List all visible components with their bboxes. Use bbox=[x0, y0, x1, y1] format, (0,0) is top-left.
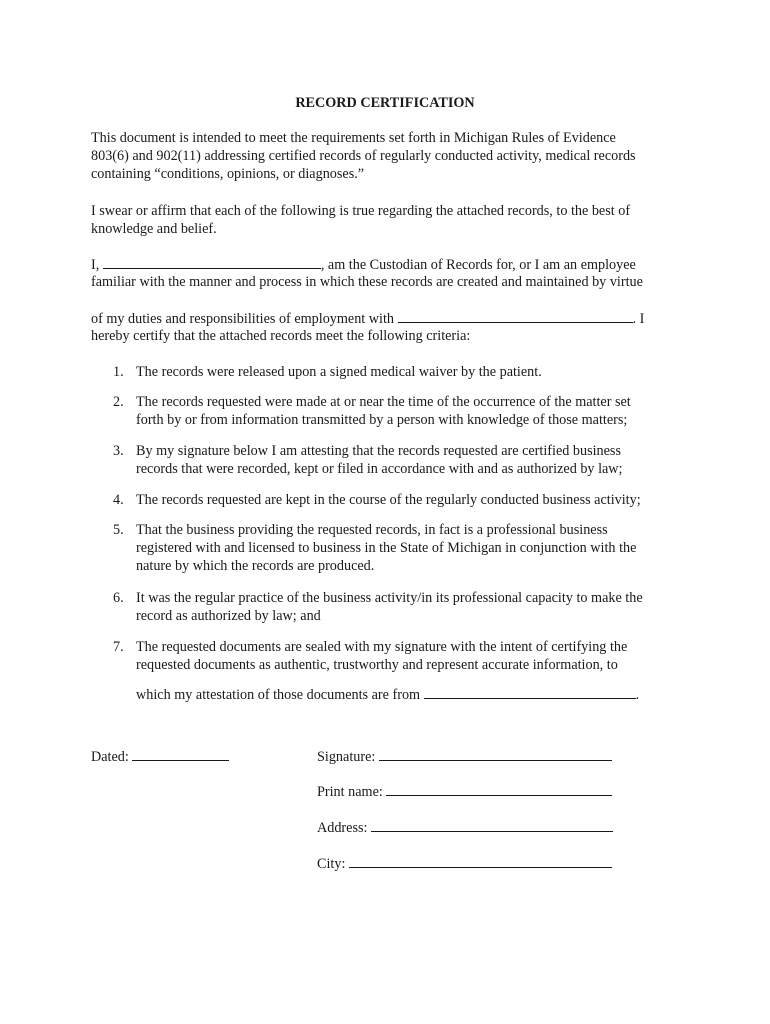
criteria-number: 2. bbox=[113, 394, 124, 410]
custodian-line-2: familiar with the manner and process in which these records are created and maintained by virtue bbox=[91, 274, 643, 290]
criteria-text: The records requested were made at or near the time of the occurrence of the matter set bbox=[136, 394, 631, 410]
custodian-line-1 bbox=[91, 256, 691, 274]
criteria-text: By my signature below I am attesting that the records requested are certified business bbox=[136, 443, 621, 459]
print-name-field[interactable] bbox=[386, 783, 612, 796]
criteria-number: 5. bbox=[113, 522, 124, 538]
document-title: RECORD CERTIFICATION bbox=[295, 95, 475, 111]
signature-label: Signature: bbox=[317, 749, 376, 765]
address-label: Address: bbox=[317, 820, 368, 836]
dated-row bbox=[91, 748, 229, 766]
custodian-prefix: I, bbox=[91, 257, 100, 273]
address-field[interactable] bbox=[371, 819, 613, 832]
print-name-label: Print name: bbox=[317, 784, 383, 800]
attestation-source-field[interactable] bbox=[424, 686, 636, 699]
city-label: City: bbox=[317, 856, 346, 872]
duties-suffix: . I bbox=[632, 311, 645, 327]
intro-line-2: 803(6) and 902(11) addressing certified records of regularly conducted activity, medical records bbox=[91, 148, 636, 164]
intro-line-3: containing “conditions, opinions, or diagnoses.” bbox=[91, 166, 365, 182]
criteria-text: registered with and licensed to business in the State of Michigan in conjunction with the bbox=[136, 540, 637, 556]
criteria-text: The requested documents are sealed with my signature with the intent of certifying the bbox=[136, 639, 628, 655]
address-row bbox=[317, 819, 613, 837]
intro-line-1: This document is intended to meet the requirements set forth in Michigan Rules of Evidence bbox=[91, 130, 616, 146]
criteria-text: That the business providing the requested records, in fact is a professional business bbox=[136, 522, 608, 538]
custodian-suffix: , am the Custodian of Records for, or I am an employee bbox=[320, 257, 636, 273]
signature-field[interactable] bbox=[379, 748, 612, 761]
criteria-text: The records requested are kept in the course of the regularly conducted business activity; bbox=[136, 492, 641, 508]
dated-field[interactable] bbox=[132, 748, 229, 761]
criteria-text: records that were recorded, kept or filed in accordance with and as authorized by law; bbox=[136, 461, 623, 477]
criteria-number: 1. bbox=[113, 364, 124, 380]
criteria-number: 6. bbox=[113, 590, 124, 606]
criteria-text: It was the regular practice of the business activity/in its professional capacity to make the bbox=[136, 590, 643, 606]
attestation-suffix: . bbox=[635, 687, 640, 703]
attestation-prefix: which my attestation of those documents are from bbox=[136, 687, 421, 703]
duties-line-2: hereby certify that the attached records meet the following criteria: bbox=[91, 328, 471, 344]
attestation-line bbox=[136, 686, 696, 704]
custodian-name-field[interactable] bbox=[103, 256, 321, 269]
criteria-number: 4. bbox=[113, 492, 124, 508]
criteria-text: The records were released upon a signed medical waiver by the patient. bbox=[136, 364, 542, 380]
criteria-text: requested documents as authentic, trustworthy and represent accurate information, to bbox=[136, 657, 618, 673]
criteria-text: forth by or from information transmitted by a person with knowledge of those matters; bbox=[136, 412, 628, 428]
print-name-row bbox=[317, 783, 612, 801]
signature-row bbox=[317, 748, 612, 766]
duties-prefix: of my duties and responsibilities of employment with bbox=[91, 311, 395, 327]
city-field[interactable] bbox=[349, 855, 612, 868]
swear-line-2: knowledge and belief. bbox=[91, 221, 217, 237]
city-row bbox=[317, 855, 612, 873]
criteria-text: nature by which the records are produced. bbox=[136, 558, 375, 574]
criteria-number: 3. bbox=[113, 443, 124, 459]
duties-line-1 bbox=[91, 310, 691, 328]
swear-line-1: I swear or affirm that each of the following is true regarding the attached records, to the best of bbox=[91, 203, 631, 219]
dated-label: Dated: bbox=[91, 749, 129, 765]
criteria-text: record as authorized by law; and bbox=[136, 608, 321, 624]
criteria-number: 7. bbox=[113, 639, 124, 655]
employer-field[interactable] bbox=[398, 310, 633, 323]
